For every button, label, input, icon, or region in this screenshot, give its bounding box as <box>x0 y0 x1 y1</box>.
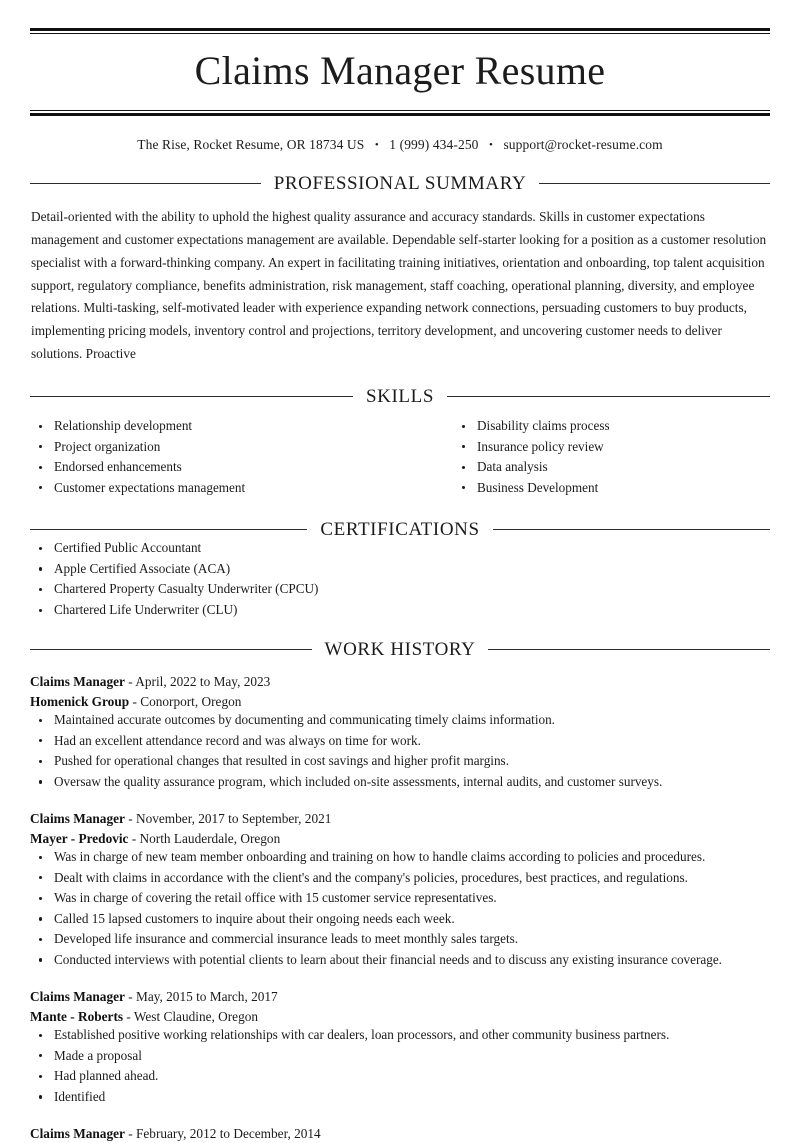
section-title-summary: PROFESSIONAL SUMMARY <box>273 173 527 194</box>
section-rule-right <box>488 649 770 650</box>
skills-column-left <box>30 417 400 499</box>
work-history-entry <box>30 672 770 791</box>
list-item: Had an excellent attendance record and was always on time for work. <box>30 732 770 750</box>
list-item: Developed life insurance and commercial insurance leads to meet monthly sales targets. <box>30 930 770 948</box>
section-rule-left <box>30 529 307 530</box>
job-role: Claims Manager <box>30 674 125 690</box>
job-location: North Lauderdale, Oregon <box>139 830 281 846</box>
list-item: Data analysis <box>453 458 770 476</box>
section-skills <box>30 387 770 499</box>
list-item: Was in charge of new team member onboarding and training on how to handle claims according to policies and procedures. <box>30 848 770 866</box>
job-company: Mayer - Predovic <box>30 830 129 846</box>
section-header <box>30 640 770 659</box>
job-role-line: Claims Manager - April, 2022 to May, 2023 <box>30 674 271 690</box>
job-dates: April, 2022 to May, 2023 <box>135 674 271 690</box>
list-item: Called 15 lapsed customers to inquire about their ongoing needs each week. <box>30 910 770 928</box>
summary-text: Detail-oriented with the ability to uphold the highest quality assurance and accuracy standards. Skills in customer expectations management and customer expectations management are available. Dependable self-starter looking for a position as a customer resolution specialist with a forward-thinking company. An expert in facilitating training initiatives, orientation and onboarding, top talent acquisition support, regulatory compliance, benefits administration, risk management, staff coaching, operational planning, diversity, and employee relations. Multi-tasking, self-motivated leader with experience expanding network connections, persuading customers to buy products, implementing pricing models, inventory control and projections, territory development, and uncovering customer needs to deliver solutions. Proactive <box>31 209 767 362</box>
job-role: Claims Manager <box>30 1125 125 1141</box>
list-item: Identified <box>30 1088 770 1106</box>
job-company-line: Homenick Group - Conorport, Oregon <box>30 693 242 709</box>
contact-email[interactable]: support@rocket-resume.com <box>503 137 663 152</box>
section-certifications <box>30 520 770 619</box>
list-item: Conducted interviews with potential clients to learn about their financial needs and to discuss any existing insurance coverage. <box>30 951 770 969</box>
job-dates: February, 2012 to December, 2014 <box>136 1125 321 1141</box>
job-role-line: Claims Manager - November, 2017 to September, 2021 <box>30 811 332 827</box>
work-history-entry <box>30 987 770 1106</box>
skills-list-right <box>453 417 770 497</box>
skills-column-right <box>400 417 770 499</box>
list-item: Relationship development <box>30 417 400 435</box>
job-company: Mante - Roberts <box>30 1008 124 1024</box>
section-title-work-history: WORK HISTORY <box>324 639 476 661</box>
section-rule-right <box>447 396 770 397</box>
list-item: Pushed for operational changes that resulted in cost savings and higher profit margins. <box>30 752 770 770</box>
list-item: Was in charge of covering the retail office with 15 customer service representatives. <box>30 889 770 907</box>
list-item: Dealt with claims in accordance with the client's and the company's policies, procedures, best practices, and regulations. <box>30 869 770 887</box>
contact-phone: 1 (999) 434-250 <box>389 137 479 152</box>
list-item: Established positive working relationships with car dealers, loan processors, and other community business partners. <box>30 1026 770 1044</box>
job-bullet-list <box>30 1026 770 1106</box>
list-item: Maintained accurate outcomes by documenting and communicating timely claims information. <box>30 711 770 729</box>
section-title-skills: SKILLS <box>366 386 434 408</box>
section-rule-right <box>493 529 770 530</box>
job-company-line: Mayer - Predovic - North Lauderdale, Oregon <box>30 830 281 846</box>
list-item: Made a proposal <box>30 1047 770 1065</box>
work-history-entry <box>30 809 770 969</box>
job-company-line: Mante - Roberts - West Claudine, Oregon <box>30 1008 259 1024</box>
job-company: Homenick Group <box>30 693 130 709</box>
page-title: Claims Manager Resume <box>194 48 606 93</box>
contact-separator-1: • <box>374 139 379 151</box>
section-work-history <box>30 640 770 1143</box>
list-item: Certified Public Accountant <box>30 539 770 557</box>
section-rule-left <box>30 649 312 650</box>
section-header <box>30 520 770 539</box>
section-professional-summary <box>30 174 770 366</box>
contact-separator-2: • <box>489 139 493 151</box>
job-role: Claims Manager <box>30 989 125 1005</box>
work-history-list <box>30 672 770 1143</box>
section-title-certifications: CERTIFICATIONS <box>320 519 480 541</box>
certifications-list <box>30 539 770 619</box>
job-role-line: Claims Manager - February, 2012 to December, 2014 <box>30 1125 321 1141</box>
list-item: Oversaw the quality assurance program, which included on-site assessments, internal audits, and customer surveys. <box>30 773 770 791</box>
list-item: Endorsed enhancements <box>30 458 400 476</box>
list-item: Customer expectations management <box>30 479 400 497</box>
job-dates: November, 2017 to September, 2021 <box>136 811 332 827</box>
job-bullet-list <box>30 848 770 969</box>
section-rule-left <box>30 396 353 397</box>
contact-line <box>30 116 770 153</box>
list-item: Insurance policy review <box>453 438 770 456</box>
list-item: Had planned ahead. <box>30 1067 770 1085</box>
list-item: Project organization <box>30 438 400 456</box>
section-header <box>30 387 770 406</box>
section-header <box>30 174 770 193</box>
job-location: Conorport, Oregon <box>140 693 242 709</box>
job-role-line: Claims Manager - May, 2015 to March, 2017 <box>30 989 278 1005</box>
job-location: West Claudine, Oregon <box>133 1008 259 1024</box>
section-rule-left <box>30 183 261 184</box>
work-history-entry <box>30 1124 770 1143</box>
job-dates: May, 2015 to March, 2017 <box>136 989 278 1005</box>
list-item: Disability claims process <box>453 417 770 435</box>
list-item: Apple Certified Associate (ACA) <box>30 560 770 578</box>
section-rule-right <box>539 183 770 184</box>
skills-list-left <box>30 417 400 497</box>
skills-grid <box>30 417 770 499</box>
contact-address: The Rise, Rocket Resume, OR 18734 US <box>137 137 365 152</box>
list-item: Chartered Life Underwriter (CLU) <box>30 601 770 619</box>
resume-page <box>0 28 800 1141</box>
list-item: Chartered Property Casualty Underwriter (CPCU) <box>30 580 770 598</box>
job-bullet-list <box>30 711 770 791</box>
job-role: Claims Manager <box>30 811 125 827</box>
list-item: Business Development <box>453 479 770 497</box>
